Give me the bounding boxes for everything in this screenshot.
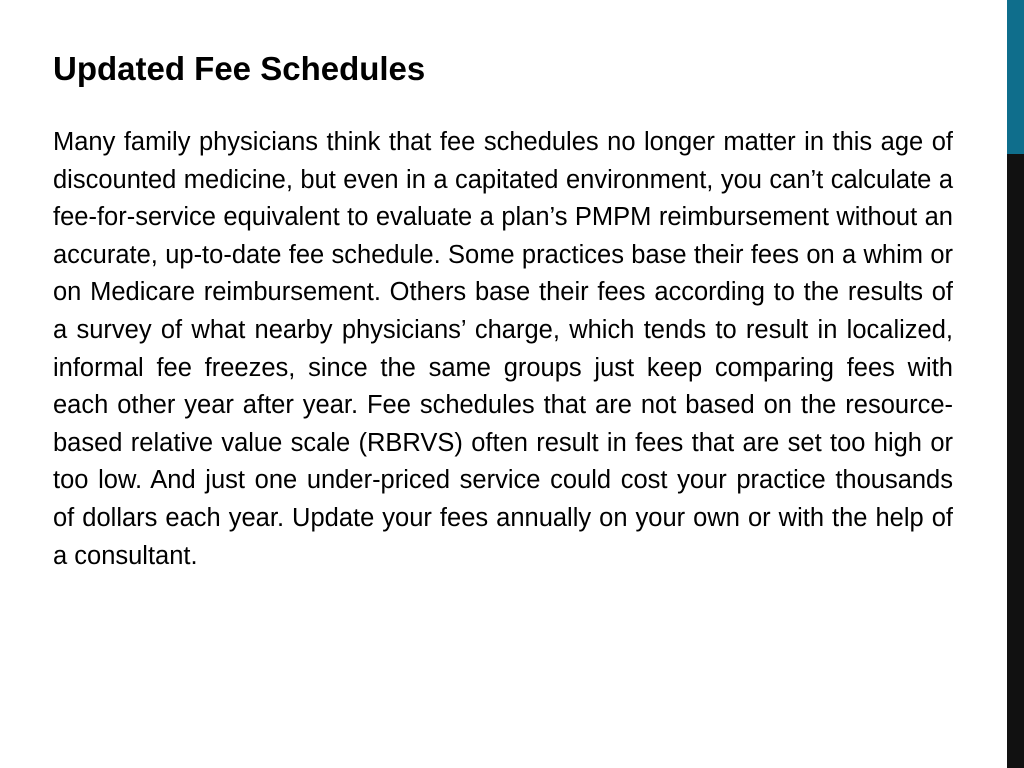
slide-body-text: Many family physicians think that fee schedules no longer matter in this age of discounted medicine, but even in a capitated environment, you can’t calculate a fee-for-service equivalent to evaluate a plan’s PMPM reimbursement without an accurate, up-to-date fee schedule. Some practices base their fees on a whim or on Medicare reimbursement. Others base their fees according to the results of a survey of what nearby physicians’ charge, which tends to result in localized, informal fee freezes, since the same groups just keep comparing fees with each other year after year. Fee schedules that are not based on the resource-based relative value scale (RBRVS) often result in fees that are set too high or too low. And just one under-priced service could cost your practice thousands of dollars each year. Update your fees annually on your own or with the help of a consultant. — [53, 128, 953, 570]
slide-title: Updated Fee Schedules — [53, 50, 426, 87]
side-bar-accent — [1007, 0, 1024, 154]
